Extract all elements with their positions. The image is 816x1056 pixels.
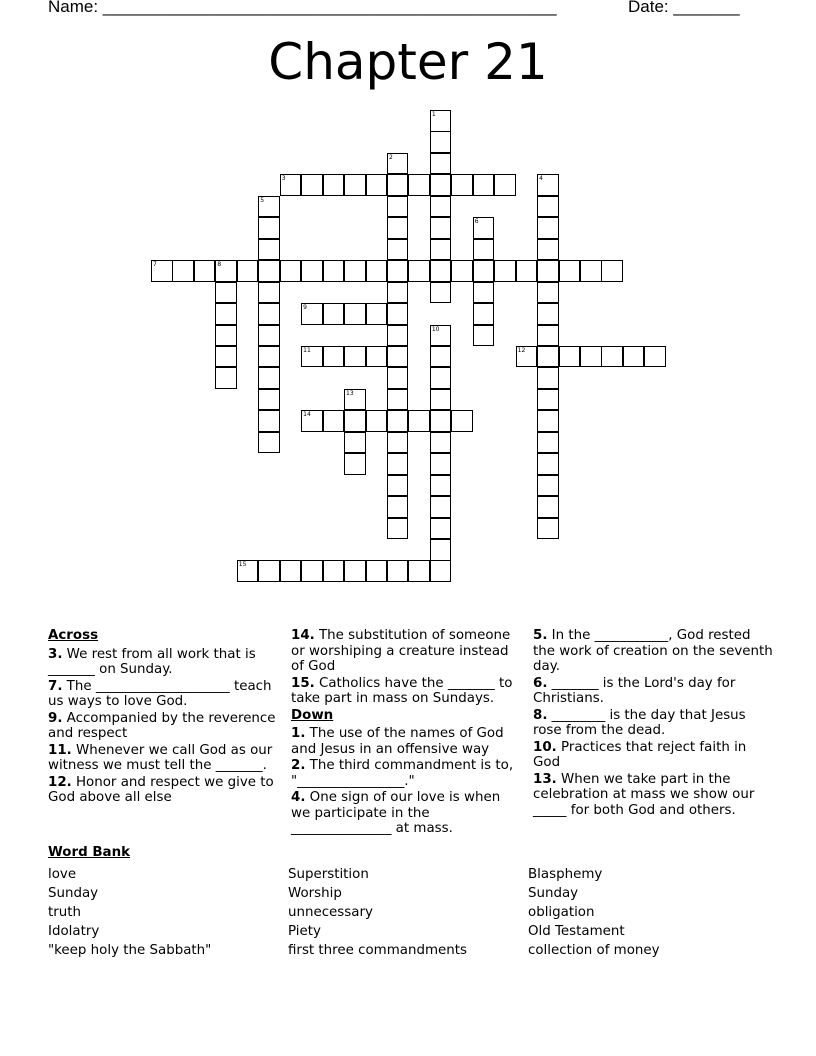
crossword-cell[interactable] xyxy=(430,410,452,432)
crossword-cell[interactable] xyxy=(516,260,538,282)
crossword-cell[interactable] xyxy=(366,346,388,368)
crossword-cell[interactable] xyxy=(344,303,366,325)
clue-text: Practices that reject faith in God xyxy=(533,739,747,770)
crossword-cell[interactable] xyxy=(301,346,323,368)
crossword-cell[interactable] xyxy=(537,217,559,239)
crossword-cell[interactable] xyxy=(473,282,495,304)
word-bank-item: Sunday xyxy=(48,886,99,901)
word-bank-column-3 xyxy=(528,865,660,960)
crossword-cell[interactable] xyxy=(473,217,495,239)
word-bank-column-1 xyxy=(48,865,211,960)
clue-number: 5. xyxy=(533,628,548,643)
crossword-cell[interactable] xyxy=(387,389,409,411)
clue-number: 7. xyxy=(48,678,63,694)
crossword-cell[interactable] xyxy=(301,303,323,325)
crossword-cell[interactable] xyxy=(537,475,559,497)
crossword-cell[interactable] xyxy=(473,303,495,325)
crossword-cell[interactable] xyxy=(258,560,280,582)
crossword-cell[interactable] xyxy=(258,346,280,368)
clue-item xyxy=(291,790,516,837)
clues-column-3 xyxy=(533,628,773,819)
clues-column-2 xyxy=(291,628,516,838)
word-bank-item: Sunday xyxy=(528,886,579,901)
crossword-cell[interactable] xyxy=(430,131,452,153)
clue-number: 3 xyxy=(281,175,286,183)
crossword-cell[interactable] xyxy=(344,260,366,282)
crossword-cell[interactable] xyxy=(537,260,559,282)
clue-number: 14 xyxy=(303,411,311,419)
crossword-cell[interactable] xyxy=(451,260,473,282)
crossword-cell[interactable] xyxy=(537,367,559,389)
crossword-cell[interactable] xyxy=(387,217,409,239)
crossword-cell[interactable] xyxy=(387,153,409,175)
crossword-cell[interactable] xyxy=(366,303,388,325)
crossword-cell[interactable] xyxy=(323,560,345,582)
clue-item xyxy=(291,676,516,707)
clue-text: Honor and respect we give to God above all else xyxy=(48,774,274,805)
word-bank-item: first three commandments xyxy=(288,943,467,958)
crossword-cell[interactable] xyxy=(301,260,323,282)
clue-number: 9. xyxy=(48,710,63,726)
crossword-cell[interactable] xyxy=(473,239,495,261)
crossword-cell[interactable] xyxy=(580,260,602,282)
crossword-cell[interactable] xyxy=(387,496,409,518)
crossword-cell[interactable] xyxy=(344,410,366,432)
clue-number: 12 xyxy=(517,346,526,354)
crossword-cell[interactable] xyxy=(430,539,452,561)
clue-number: 11. xyxy=(48,742,72,758)
crossword-cell[interactable] xyxy=(408,560,430,582)
crossword-cell[interactable] xyxy=(430,432,452,454)
clue-text: Accompanied by the reverence and respect xyxy=(48,710,276,741)
crossword-cell[interactable] xyxy=(258,410,280,432)
crossword-cell[interactable] xyxy=(537,518,559,540)
crossword-cell[interactable] xyxy=(215,367,237,389)
crossword-cell[interactable] xyxy=(537,389,559,411)
crossword-cell[interactable] xyxy=(280,174,302,196)
word-bank-item: love xyxy=(48,867,77,882)
clue-section-heading: Down xyxy=(291,707,334,723)
crossword-cell[interactable] xyxy=(430,389,452,411)
crossword-cell[interactable] xyxy=(537,346,559,368)
crossword-cell[interactable] xyxy=(258,389,280,411)
word-bank-item: truth xyxy=(48,905,81,920)
clue-number: 2 xyxy=(388,153,393,161)
clue-number: 10 xyxy=(431,325,440,333)
crossword-cell[interactable] xyxy=(258,367,280,389)
clue-number: 8 xyxy=(217,261,222,269)
crossword-cell[interactable] xyxy=(537,239,559,261)
clue-text: When we take part in the celebration at mass we show our _____ for both God and others. xyxy=(533,771,755,818)
crossword-cell[interactable] xyxy=(580,346,602,368)
crossword-cell[interactable] xyxy=(601,260,623,282)
crossword-cell[interactable] xyxy=(344,389,366,411)
crossword-cell[interactable] xyxy=(516,346,538,368)
clue-number: 2. xyxy=(291,758,306,773)
crossword-cell[interactable] xyxy=(258,239,280,261)
crossword-cell[interactable] xyxy=(494,260,516,282)
clues-column-1 xyxy=(48,628,280,807)
clue-text: The substitution of someone or worshiping a creature instead of God xyxy=(291,628,511,674)
crossword-cell[interactable] xyxy=(430,260,452,282)
clue-text: ________ is the day that Jesus rose from the dead. xyxy=(533,707,746,738)
crossword-cell[interactable] xyxy=(323,260,345,282)
crossword-cell[interactable] xyxy=(323,174,345,196)
crossword-cell[interactable] xyxy=(430,196,452,218)
crossword-cell[interactable] xyxy=(323,410,345,432)
crossword-cell[interactable] xyxy=(280,560,302,582)
word-bank-column-2 xyxy=(288,865,467,960)
crossword-cell[interactable] xyxy=(537,432,559,454)
clue-text: _______ is the Lord's day for Christians. xyxy=(533,675,736,706)
word-bank-item: collection of money xyxy=(528,943,660,958)
clue-section-heading: Across xyxy=(48,628,99,643)
clue-number: 5 xyxy=(260,196,265,204)
clue-number: 4 xyxy=(539,175,543,183)
crossword-cell[interactable] xyxy=(344,174,366,196)
crossword-cell[interactable] xyxy=(387,325,409,347)
crossword-cell[interactable] xyxy=(366,410,388,432)
crossword-cell[interactable] xyxy=(387,239,409,261)
clue-number: 6. xyxy=(533,675,548,691)
clue-number: 1 xyxy=(431,111,436,118)
clue-number: 9 xyxy=(303,304,307,312)
crossword-cell[interactable] xyxy=(194,260,216,282)
crossword-cell[interactable] xyxy=(537,196,559,218)
clue-item xyxy=(291,726,516,757)
crossword-cell[interactable] xyxy=(215,346,237,368)
clue-item xyxy=(533,740,773,771)
crossword-cell[interactable] xyxy=(408,260,430,282)
crossword-cell[interactable] xyxy=(601,346,623,368)
clue-number: 8. xyxy=(533,707,548,723)
clue-item xyxy=(48,711,280,742)
clue-text: The ____________________ teach us ways to love God. xyxy=(48,678,272,709)
clue-item xyxy=(48,647,280,678)
crossword-cell[interactable] xyxy=(387,453,409,475)
crossword-cell[interactable] xyxy=(473,174,495,196)
clue-text: One sign of our love is when we participate in the _______________ at mass. xyxy=(291,790,501,836)
clue-item xyxy=(533,676,773,707)
crossword-cell[interactable] xyxy=(215,282,237,304)
word-bank-item: Blasphemy xyxy=(528,867,603,882)
word-bank-item: "keep holy the Sabbath" xyxy=(48,943,212,958)
crossword-cell[interactable] xyxy=(494,174,516,196)
crossword-cell[interactable] xyxy=(366,560,388,582)
crossword-cell[interactable] xyxy=(623,346,645,368)
clue-number: 14. xyxy=(291,628,315,643)
clue-number: 12. xyxy=(48,774,72,790)
word-bank-item: unnecessary xyxy=(288,905,373,920)
clue-number: 11 xyxy=(303,346,311,354)
crossword-cell[interactable] xyxy=(151,260,173,282)
crossword-cell[interactable] xyxy=(258,196,280,218)
crossword-cell[interactable] xyxy=(430,346,452,368)
clue-number: 6 xyxy=(474,218,479,226)
crossword-cell[interactable] xyxy=(537,174,559,196)
crossword-cell[interactable] xyxy=(258,282,280,304)
crossword-cell[interactable] xyxy=(559,346,581,368)
crossword-cell[interactable] xyxy=(215,303,237,325)
crossword-cell[interactable] xyxy=(430,496,452,518)
crossword-cell[interactable] xyxy=(537,303,559,325)
crossword-cell[interactable] xyxy=(258,432,280,454)
clue-text: The third commandment is to, "________________." xyxy=(291,758,514,789)
clue-text: The use of the names of God and Jesus in an offensive way xyxy=(291,726,504,757)
crossword-cell[interactable] xyxy=(430,217,452,239)
crossword-cell[interactable] xyxy=(344,432,366,454)
crossword-cell[interactable] xyxy=(258,217,280,239)
crossword-cell[interactable] xyxy=(387,174,409,196)
clue-number: 1. xyxy=(291,726,306,741)
crossword-cell[interactable] xyxy=(430,560,452,582)
crossword-cell[interactable] xyxy=(387,410,409,432)
crossword-cell[interactable] xyxy=(430,153,452,175)
crossword-cell[interactable] xyxy=(430,282,452,304)
crossword-cell[interactable] xyxy=(387,367,409,389)
crossword-cell[interactable] xyxy=(344,453,366,475)
crossword-cell[interactable] xyxy=(366,174,388,196)
crossword-cell[interactable] xyxy=(537,496,559,518)
date-field[interactable]: Date: _______ xyxy=(628,0,740,16)
crossword-cell[interactable] xyxy=(387,196,409,218)
clue-item xyxy=(533,772,773,819)
crossword-cell[interactable] xyxy=(344,560,366,582)
crossword-cell[interactable] xyxy=(473,260,495,282)
crossword-cell[interactable] xyxy=(387,346,409,368)
crossword-cell[interactable] xyxy=(387,475,409,497)
word-bank-item: Worship xyxy=(288,886,342,901)
clue-item xyxy=(533,708,773,739)
clue-item xyxy=(48,743,280,774)
clue-item xyxy=(291,628,516,675)
crossword-cell[interactable] xyxy=(408,410,430,432)
crossword-cell[interactable] xyxy=(408,174,430,196)
word-bank-item: Piety xyxy=(288,924,321,939)
crossword-cell[interactable] xyxy=(451,410,473,432)
crossword-cell[interactable] xyxy=(559,260,581,282)
crossword-cell[interactable] xyxy=(366,260,388,282)
crossword-cell[interactable] xyxy=(473,325,495,347)
clue-text: Whenever we call God as our witness we must tell the _______. xyxy=(48,742,273,773)
crossword-cell[interactable] xyxy=(537,410,559,432)
crossword-cell[interactable] xyxy=(537,325,559,347)
clue-number: 15 xyxy=(238,561,247,569)
crossword-cell[interactable] xyxy=(387,282,409,304)
crossword-cell[interactable] xyxy=(451,174,473,196)
crossword-cell[interactable] xyxy=(430,239,452,261)
crossword-cell[interactable] xyxy=(323,303,345,325)
crossword-cell[interactable] xyxy=(430,453,452,475)
crossword-cell[interactable] xyxy=(387,303,409,325)
crossword-cell[interactable] xyxy=(430,518,452,540)
word-bank-heading: Word Bank xyxy=(48,845,131,860)
clue-number: 13. xyxy=(533,771,557,787)
clue-text: Catholics have the _______ to take part in mass on Sundays. xyxy=(291,675,513,706)
crossword-cell[interactable] xyxy=(537,282,559,304)
clue-text: In the ___________, God rested the work of creation on the seventh day. xyxy=(533,628,773,674)
crossword-cell[interactable] xyxy=(258,260,280,282)
clue-number: 13 xyxy=(346,389,354,397)
clue-number: 10. xyxy=(533,739,557,755)
crossword-cell[interactable] xyxy=(301,174,323,196)
clue-item xyxy=(291,758,516,789)
page-title: Chapter 21 xyxy=(268,33,548,91)
clue-number: 15. xyxy=(291,675,315,691)
crossword-cell[interactable] xyxy=(280,260,302,282)
crossword-cell[interactable] xyxy=(172,260,194,282)
word-bank-item: Idolatry xyxy=(48,924,100,939)
crossword-cell[interactable] xyxy=(387,260,409,282)
word-bank xyxy=(48,845,788,958)
crossword-cell[interactable] xyxy=(323,346,345,368)
crossword-cell[interactable] xyxy=(215,325,237,347)
crossword-cell[interactable] xyxy=(301,560,323,582)
crossword-cell[interactable] xyxy=(301,410,323,432)
clue-number: 7 xyxy=(153,261,157,269)
clue-item xyxy=(48,775,280,806)
clue-item xyxy=(48,679,280,710)
word-bank-item: Old Testament xyxy=(528,924,625,939)
name-field[interactable]: Name: ________________________________________________ xyxy=(48,0,557,16)
crossword-cell[interactable] xyxy=(387,432,409,454)
crossword-cell[interactable] xyxy=(387,560,409,582)
crossword-cell[interactable] xyxy=(430,174,452,196)
clue-number: 4. xyxy=(291,790,306,805)
crossword-cell[interactable] xyxy=(258,325,280,347)
crossword-cell[interactable] xyxy=(215,260,237,282)
crossword-cell[interactable] xyxy=(258,303,280,325)
clue-text: We rest from all work that is _______ on Sunday. xyxy=(48,646,256,677)
word-bank-item: obligation xyxy=(528,905,595,920)
crossword-cell[interactable] xyxy=(387,518,409,540)
crossword-cell[interactable] xyxy=(430,475,452,497)
word-bank-item: Superstition xyxy=(288,867,369,882)
clue-number: 3. xyxy=(48,646,63,662)
crossword-cell[interactable] xyxy=(237,260,259,282)
crossword-cell[interactable] xyxy=(237,560,259,582)
crossword-cell[interactable] xyxy=(430,367,452,389)
crossword-cell[interactable] xyxy=(537,453,559,475)
clue-item xyxy=(533,628,773,675)
crossword-cell[interactable] xyxy=(430,325,452,347)
crossword-cell[interactable] xyxy=(344,346,366,368)
crossword-cell[interactable] xyxy=(644,346,666,368)
crossword-cell[interactable] xyxy=(430,110,452,132)
